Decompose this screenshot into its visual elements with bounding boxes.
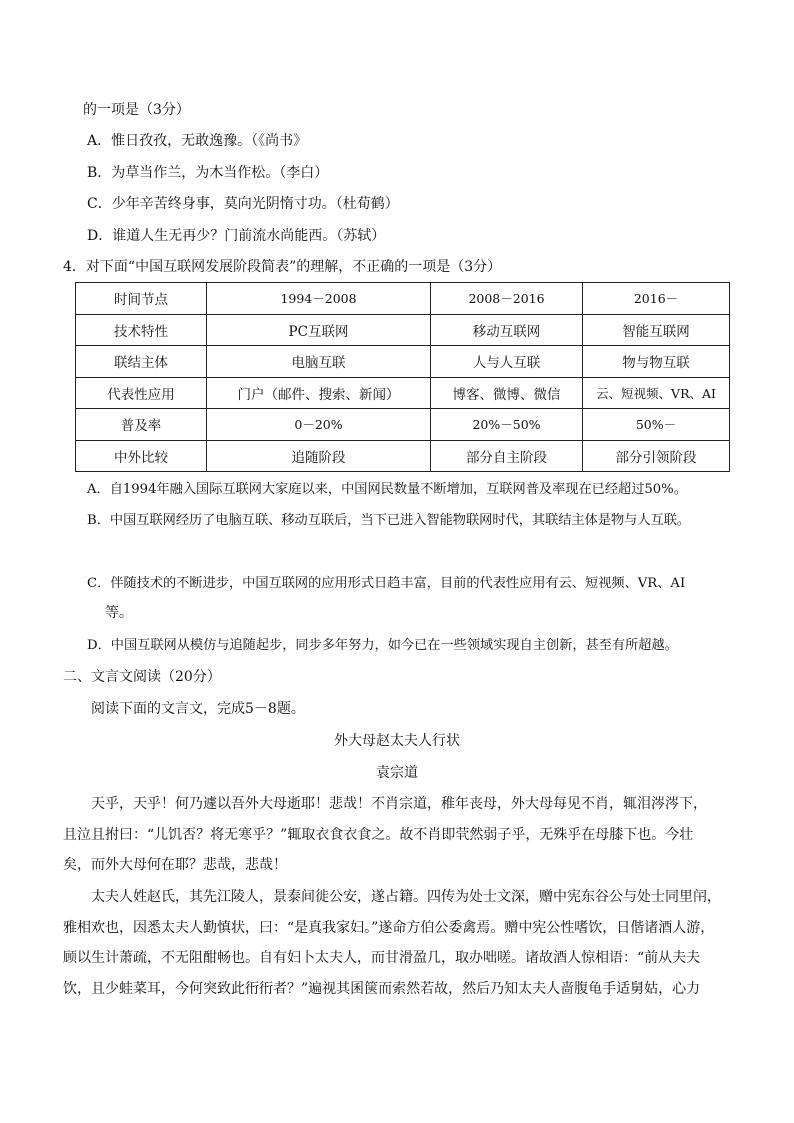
table-row-label: 普及率 [76, 409, 207, 441]
table-cell: 门户（邮件、搜索、新闻） [207, 377, 431, 409]
q4-option-c: C．伴随技术的不断进步，中国互联网的应用形式日趋丰富，目前的代表性应用有云、短视频、VR、AI [87, 576, 686, 591]
passage-author: 袁宗道 [376, 765, 418, 781]
table-row-label: 中外比较 [76, 440, 207, 472]
passage-line: 顾以生计萧疏，不无阻酣畅也。自有妇卜太夫人，而甘滑盈几，取办咄嗟。诸故酒人惊相语：“前从夫夫 [63, 950, 701, 966]
table-header-cell: 1994－2008 [207, 283, 431, 315]
passage-line: 矣，而外大母何在耶？悲哉，悲哉！ [63, 857, 287, 873]
q4-option-d: D．中国互联网从模仿与追随起步，同步多年努力，如今已在一些领域实现自主创新，甚至有所超越。 [87, 638, 678, 653]
passage-line: 雅相欢也，因悉太夫人勤慎状，曰：“是真我家妇。”遂命方伯公委禽焉。赠中宪公性嗜饮，日偕诸酒人游， [63, 920, 715, 936]
table-cell: 追随阶段 [207, 440, 431, 472]
passage-line: 太夫人姓赵氏，其先江陵人，景泰间徙公安，遂占籍。四传为处士文深，赠中宪东谷公与处士同里闬， [91, 889, 721, 905]
q4-option-b: B．中国互联网经历了电脑互联、移动互联后，当下已进入智能物联网时代，其联结主体是物与人互联。 [87, 513, 691, 528]
table-row [76, 377, 730, 409]
table-row [76, 314, 730, 346]
table-row-label: 技术特性 [76, 314, 207, 346]
q4-option-a: A．自1994年融入国际互联网大家庭以来，中国网民数量不断增加，互联网普及率现在已经超过50%。 [87, 482, 687, 497]
table-cell: 智能互联网 [583, 314, 730, 346]
table-cell: 20%－50% [431, 409, 583, 441]
table-cell: 云、短视频、VR、AI [583, 377, 730, 409]
table-row [76, 346, 730, 378]
q4-stem: 4．对下面“中国互联网发展阶段简表”的理解，不正确的一项是（3分） [63, 259, 502, 275]
table-cell: 部分自主阶段 [431, 440, 583, 472]
section-instruction: 阅读下面的文言文，完成5－8题。 [91, 701, 305, 717]
table-cell: 人与人互联 [431, 346, 583, 378]
table-cell: 50%－ [583, 409, 730, 441]
q3-option-c: C．少年辛苦终身事，莫向光阴惰寸功。（杜荀鹤） [87, 196, 399, 212]
q4-option-c-continued: 等。 [105, 605, 133, 621]
q3-option-b: B．为草当作兰，为木当作松。（李白） [87, 165, 329, 181]
table-row-label: 联结主体 [76, 346, 207, 378]
table-row-label: 代表性应用 [76, 377, 207, 409]
q3-stem-tail: 的一项是（3分） [83, 102, 190, 118]
q3-option-d: D．谁道人生无再少？门前流水尚能西。（苏轼） [87, 228, 386, 244]
passage-line: 天乎，天乎！何乃遽以吾外大母逝耶！悲哉！不肖宗道，稚年丧母，外大母每见不肖，辄泪涔涔下， [91, 796, 707, 812]
q3-option-a: A．惟日孜孜，无敢逸豫。（《尚书》 [87, 133, 308, 149]
internet-stages-table [75, 282, 730, 472]
table-cell: 部分引领阶段 [583, 440, 730, 472]
section-heading: 二、文言文阅读（20分） [63, 669, 221, 685]
table-header-cell: 时间节点 [76, 283, 207, 315]
passage-line: 饮，且少蛙菜耳，今何突致此衎衎者？”遍视其囷箧而索然若故，然后乃知太夫人啬腹龟手适舅姑，心力 [63, 981, 701, 997]
table-cell: 博客、微博、微信 [431, 377, 583, 409]
table-cell: 电脑互联 [207, 346, 431, 378]
table-cell: PC互联网 [207, 314, 431, 346]
table-header-row [76, 283, 730, 315]
table-header-cell: 2016－ [583, 283, 730, 315]
table-cell: 0－20% [207, 409, 431, 441]
table-cell: 移动互联网 [431, 314, 583, 346]
table-row [76, 409, 730, 441]
passage-title: 外大母赵太夫人行状 [334, 733, 460, 749]
table-header-cell: 2008－2016 [431, 283, 583, 315]
table-row [76, 440, 730, 472]
table-cell: 物与物互联 [583, 346, 730, 378]
passage-line: 且泣且拊曰：“儿饥否？将无寒乎？”辄取衣食衣食之。故不肖即茕然弱子乎，无殊乎在母膝下也。今壮 [63, 827, 694, 843]
